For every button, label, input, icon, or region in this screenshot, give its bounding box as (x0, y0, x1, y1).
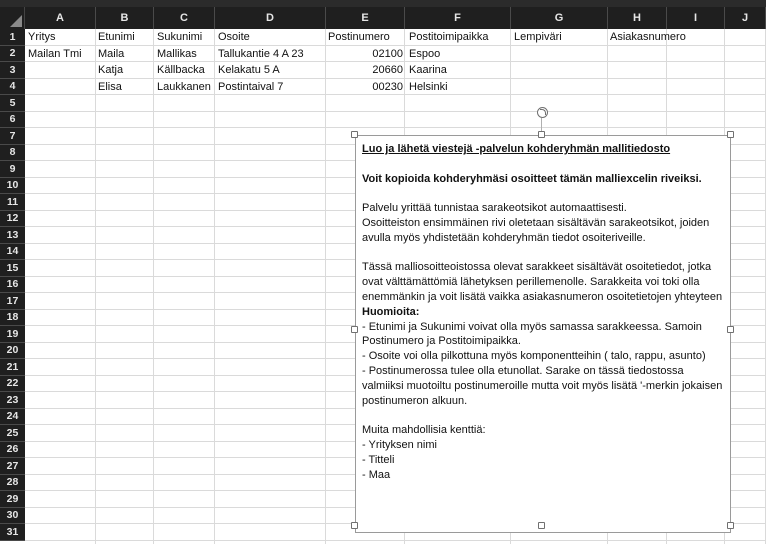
row-header-9[interactable]: 9 (0, 161, 25, 178)
row-header-14[interactable]: 14 (0, 244, 25, 261)
row-header-19[interactable]: 19 (0, 326, 25, 343)
text-box-content (362, 142, 724, 482)
row-header-25[interactable]: 25 (0, 425, 25, 442)
spreadsheet-grid (0, 7, 766, 544)
cell-D1[interactable]: Osoite (218, 31, 250, 43)
column-gridline (214, 29, 215, 544)
row-header-23[interactable]: 23 (0, 392, 25, 409)
text-box-notes-heading: Huomioita: (362, 305, 420, 318)
column-gridline (325, 29, 326, 544)
row-header-12[interactable]: 12 (0, 211, 25, 228)
row-header-26[interactable]: 26 (0, 442, 25, 459)
row-header-13[interactable]: 13 (0, 227, 25, 244)
row-header-17[interactable]: 17 (0, 293, 25, 310)
column-header-d[interactable]: D (215, 7, 326, 29)
row-gridline (25, 127, 766, 128)
column-gridline (153, 29, 154, 544)
row-header-20[interactable]: 20 (0, 343, 25, 360)
cell-C1[interactable]: Sukunimi (157, 31, 203, 43)
row-header-27[interactable]: 27 (0, 458, 25, 475)
row-header-1[interactable]: 1 (0, 29, 25, 46)
row-header-18[interactable]: 18 (0, 310, 25, 327)
row-header-22[interactable]: 22 (0, 376, 25, 393)
row-header-11[interactable]: 11 (0, 194, 25, 211)
row-gridline (25, 111, 766, 112)
resize-handle-bottom[interactable] (538, 522, 545, 529)
row-header-29[interactable]: 29 (0, 491, 25, 508)
cell-D3[interactable]: Kelakatu 5 A (218, 64, 280, 76)
row-header-4[interactable]: 4 (0, 79, 25, 96)
row-header-30[interactable]: 30 (0, 508, 25, 525)
row-header-15[interactable]: 15 (0, 260, 25, 277)
resize-handle-bottom-right[interactable] (727, 522, 734, 529)
cell-D2[interactable]: Tallukantie 4 A 23 (218, 47, 304, 60)
row-gridline (25, 540, 766, 541)
cell-B4[interactable]: Elisa (98, 80, 122, 93)
text-box-subtitle: Voit kopioida kohderyhmäsi osoitteet tämän malliexcelin riveiksi. (362, 172, 702, 185)
cell-C2[interactable]: Mallikas (157, 47, 197, 60)
resize-handle-top-right[interactable] (727, 131, 734, 138)
resize-handle-left[interactable] (351, 326, 358, 333)
rotate-handle-icon[interactable] (537, 107, 548, 118)
row-header-24[interactable]: 24 (0, 409, 25, 426)
resize-handle-top[interactable] (538, 131, 545, 138)
text-box-title: Luo ja lähetä viestejä -palvelun kohderyhmän mallitiedosto (362, 143, 671, 155)
column-header-c[interactable]: C (154, 7, 215, 29)
cell-F2[interactable]: Espoo (409, 47, 441, 60)
window-top-bar (0, 0, 766, 7)
cell-F3[interactable]: Kaarina (409, 64, 447, 76)
column-header-j[interactable]: J (725, 7, 766, 29)
resize-handle-right[interactable] (727, 326, 734, 333)
cell-C3[interactable]: Källbacka (157, 64, 205, 76)
cell-E4[interactable]: 00230 (372, 80, 403, 93)
row-header-16[interactable]: 16 (0, 277, 25, 294)
select-all-triangle-icon (10, 15, 22, 27)
cell-F4[interactable]: Helsinki (409, 80, 448, 93)
text-box-paragraph-1: Palvelu yrittää tunnistaa sarakeotsikot automaattisesti. Osoitteiston ensimmäinen rivi oletetaan sisältävän sarakeotsikot, joiden avulla myös yhdistetään kohderyhmän tiedot osoiteriveille. (362, 202, 710, 244)
cell-A1[interactable]: Yritys (28, 31, 56, 43)
text-box-paragraph-2: Tässä malliosoitteoistossa olevat sarakkeet sisältävät osoitetiedot, jotka ovat välttämättömiä lähetyksen perillemenolle. Sarakkeita voi toki olla enemmänkin ja voit lisätä vaikka asiakasnumeron osoitetietojen yhteyteen (362, 261, 723, 303)
column-header-h[interactable]: H (608, 7, 667, 29)
cell-F1[interactable]: Postitoimipaikka (409, 31, 489, 43)
row-header-7[interactable]: 7 (0, 128, 25, 145)
column-header-i[interactable]: I (667, 7, 725, 29)
row-header-21[interactable]: 21 (0, 359, 25, 376)
cell-B3[interactable]: Katja (98, 64, 124, 76)
row-header-5[interactable]: 5 (0, 95, 25, 112)
row-header-31[interactable]: 31 (0, 524, 25, 541)
row-header-3[interactable]: 3 (0, 62, 25, 79)
resize-handle-top-left[interactable] (351, 131, 358, 138)
cell-B1[interactable]: Etunimi (98, 31, 135, 43)
cell-H1[interactable]: Asiakasnumero (610, 31, 686, 43)
instructions-text-box[interactable] (355, 135, 731, 533)
row-header-2[interactable]: 2 (0, 46, 25, 63)
row-header-10[interactable]: 10 (0, 178, 25, 195)
column-header-b[interactable]: B (96, 7, 154, 29)
text-box-other-fields: Muita mahdollisia kenttiä: - Yrityksen nimi - Titteli - Maa (362, 424, 486, 481)
text-box-notes: - Etunimi ja Sukunimi voivat olla myös samassa sarakkeessa. Samoin Postinumero ja Postitoimipaikka. - Osoite voi olla pilkottuna myös komponentteihin ( talo, rappu, asunto) - Postinumerossa tulee olla etunollat. Sarake on tässä tiedostossa valmiiksi muotoiltu postinumeroille mutta voit myös lisätä '-merkin jokaisen postinumeron alkuun. (362, 320, 723, 407)
cell-C4[interactable]: Laukkanen (157, 80, 211, 93)
cell-E1[interactable]: Postinumero (328, 31, 390, 43)
cell-E3[interactable]: 20660 (372, 64, 403, 76)
column-header-g[interactable]: G (511, 7, 608, 29)
column-header-e[interactable]: E (326, 7, 405, 29)
cell-E2[interactable]: 02100 (372, 47, 403, 60)
cell-G1[interactable]: Lempiväri (514, 31, 562, 43)
row-header-8[interactable]: 8 (0, 145, 25, 162)
row-header-6[interactable]: 6 (0, 112, 25, 129)
resize-handle-bottom-left[interactable] (351, 522, 358, 529)
select-all-corner[interactable] (0, 7, 25, 29)
cell-D4[interactable]: Postintaival 7 (218, 80, 284, 93)
column-header-f[interactable]: F (405, 7, 511, 29)
cell-A2[interactable]: Mailan Tmi (28, 47, 82, 60)
cell-B2[interactable]: Maila (98, 47, 125, 60)
column-gridline (95, 29, 96, 544)
rotate-arrow-icon (540, 109, 546, 115)
column-header-a[interactable]: A (25, 7, 96, 29)
row-header-28[interactable]: 28 (0, 475, 25, 492)
